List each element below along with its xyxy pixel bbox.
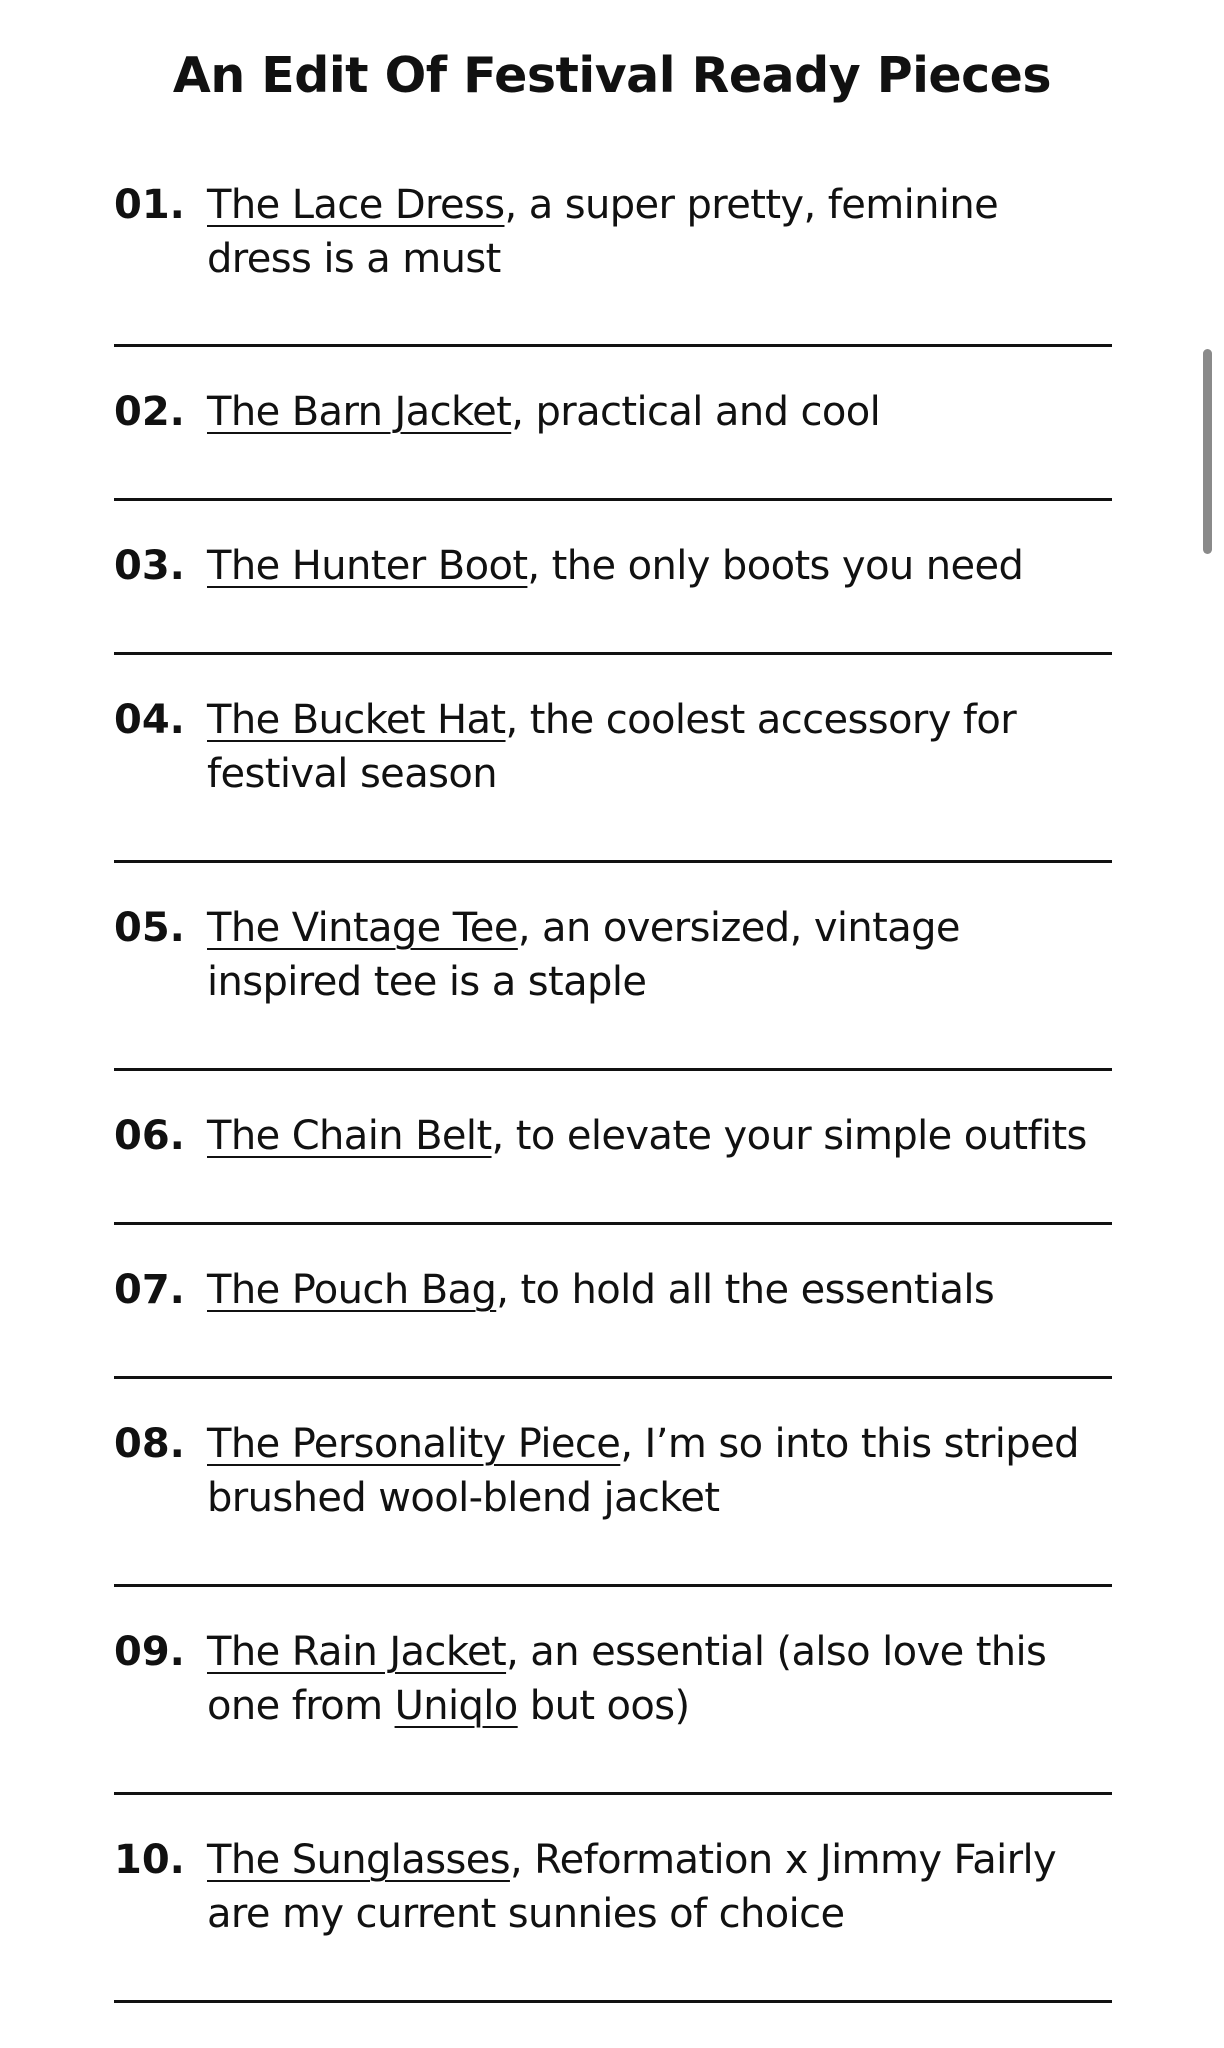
item-text bbox=[207, 1833, 1112, 1941]
item-description: , an oversized, vintage inspired tee is a staple bbox=[207, 905, 960, 1005]
item-number: 08. bbox=[114, 1421, 185, 1467]
list-item bbox=[114, 1379, 1112, 1587]
item-number: 01. bbox=[114, 182, 185, 228]
list-item bbox=[114, 1071, 1112, 1225]
item-description: , the only boots you need bbox=[527, 543, 1024, 589]
item-link-vintage-tee[interactable]: The Vintage Tee bbox=[207, 905, 518, 951]
item-text bbox=[207, 385, 1112, 439]
item-description: , practical and cool bbox=[511, 389, 881, 435]
item-number: 09. bbox=[114, 1629, 185, 1675]
item-number: 10. bbox=[114, 1837, 185, 1883]
item-description: , a super pretty, feminine dress is a must bbox=[207, 182, 999, 282]
list-item bbox=[114, 655, 1112, 863]
item-number: 07. bbox=[114, 1267, 185, 1313]
item-description: , to hold all the essentials bbox=[496, 1267, 995, 1313]
festival-pieces-list bbox=[114, 178, 1112, 2003]
item-text bbox=[207, 178, 1112, 286]
item-text bbox=[207, 901, 1112, 1009]
item-number: 05. bbox=[114, 905, 185, 951]
item-link-chain-belt[interactable]: The Chain Belt bbox=[207, 1113, 492, 1159]
item-number: 06. bbox=[114, 1113, 185, 1159]
item-link-bucket-hat[interactable]: The Bucket Hat bbox=[207, 697, 506, 743]
item-number: 03. bbox=[114, 543, 185, 589]
list-item bbox=[114, 178, 1112, 347]
item-link-pouch-bag[interactable]: The Pouch Bag bbox=[207, 1267, 497, 1313]
item-link-barn-jacket[interactable]: The Barn Jacket bbox=[207, 389, 512, 435]
item-description: , I’m so into this striped brushed wool-blend jacket bbox=[207, 1421, 1079, 1521]
item-link-hunter-boot[interactable]: The Hunter Boot bbox=[207, 543, 528, 589]
item-description: , an essential (also love this one from bbox=[207, 1629, 1047, 1729]
scrollbar[interactable] bbox=[1203, 349, 1212, 554]
item-text bbox=[207, 1625, 1112, 1733]
item-description: , Reformation x Jimmy Fairly are my current sunnies of choice bbox=[207, 1837, 1057, 1937]
item-link-lace-dress[interactable]: The Lace Dress bbox=[207, 182, 505, 228]
item-description: , the coolest accessory for festival season bbox=[207, 697, 1017, 797]
item-description-end: but oos) bbox=[517, 1683, 690, 1729]
item-text bbox=[207, 539, 1112, 593]
item-link-uniqlo[interactable]: Uniqlo bbox=[394, 1683, 518, 1729]
item-description: , to elevate your simple outfits bbox=[491, 1113, 1087, 1159]
page-title: An Edit Of Festival Ready Pieces bbox=[172, 47, 1052, 104]
item-link-personality-piece[interactable]: The Personality Piece bbox=[207, 1421, 621, 1467]
list-item bbox=[114, 1795, 1112, 2003]
item-text bbox=[207, 1263, 1112, 1317]
list-item bbox=[114, 501, 1112, 655]
list-item bbox=[114, 1587, 1112, 1795]
list-item bbox=[114, 347, 1112, 501]
item-text bbox=[207, 1109, 1112, 1163]
item-number: 02. bbox=[114, 389, 185, 435]
item-link-rain-jacket[interactable]: The Rain Jacket bbox=[207, 1629, 507, 1675]
item-text bbox=[207, 1417, 1112, 1525]
item-number: 04. bbox=[114, 697, 185, 743]
list-item bbox=[114, 863, 1112, 1071]
list-item bbox=[114, 1225, 1112, 1379]
item-text bbox=[207, 693, 1112, 801]
item-link-sunglasses[interactable]: The Sunglasses bbox=[207, 1837, 510, 1883]
